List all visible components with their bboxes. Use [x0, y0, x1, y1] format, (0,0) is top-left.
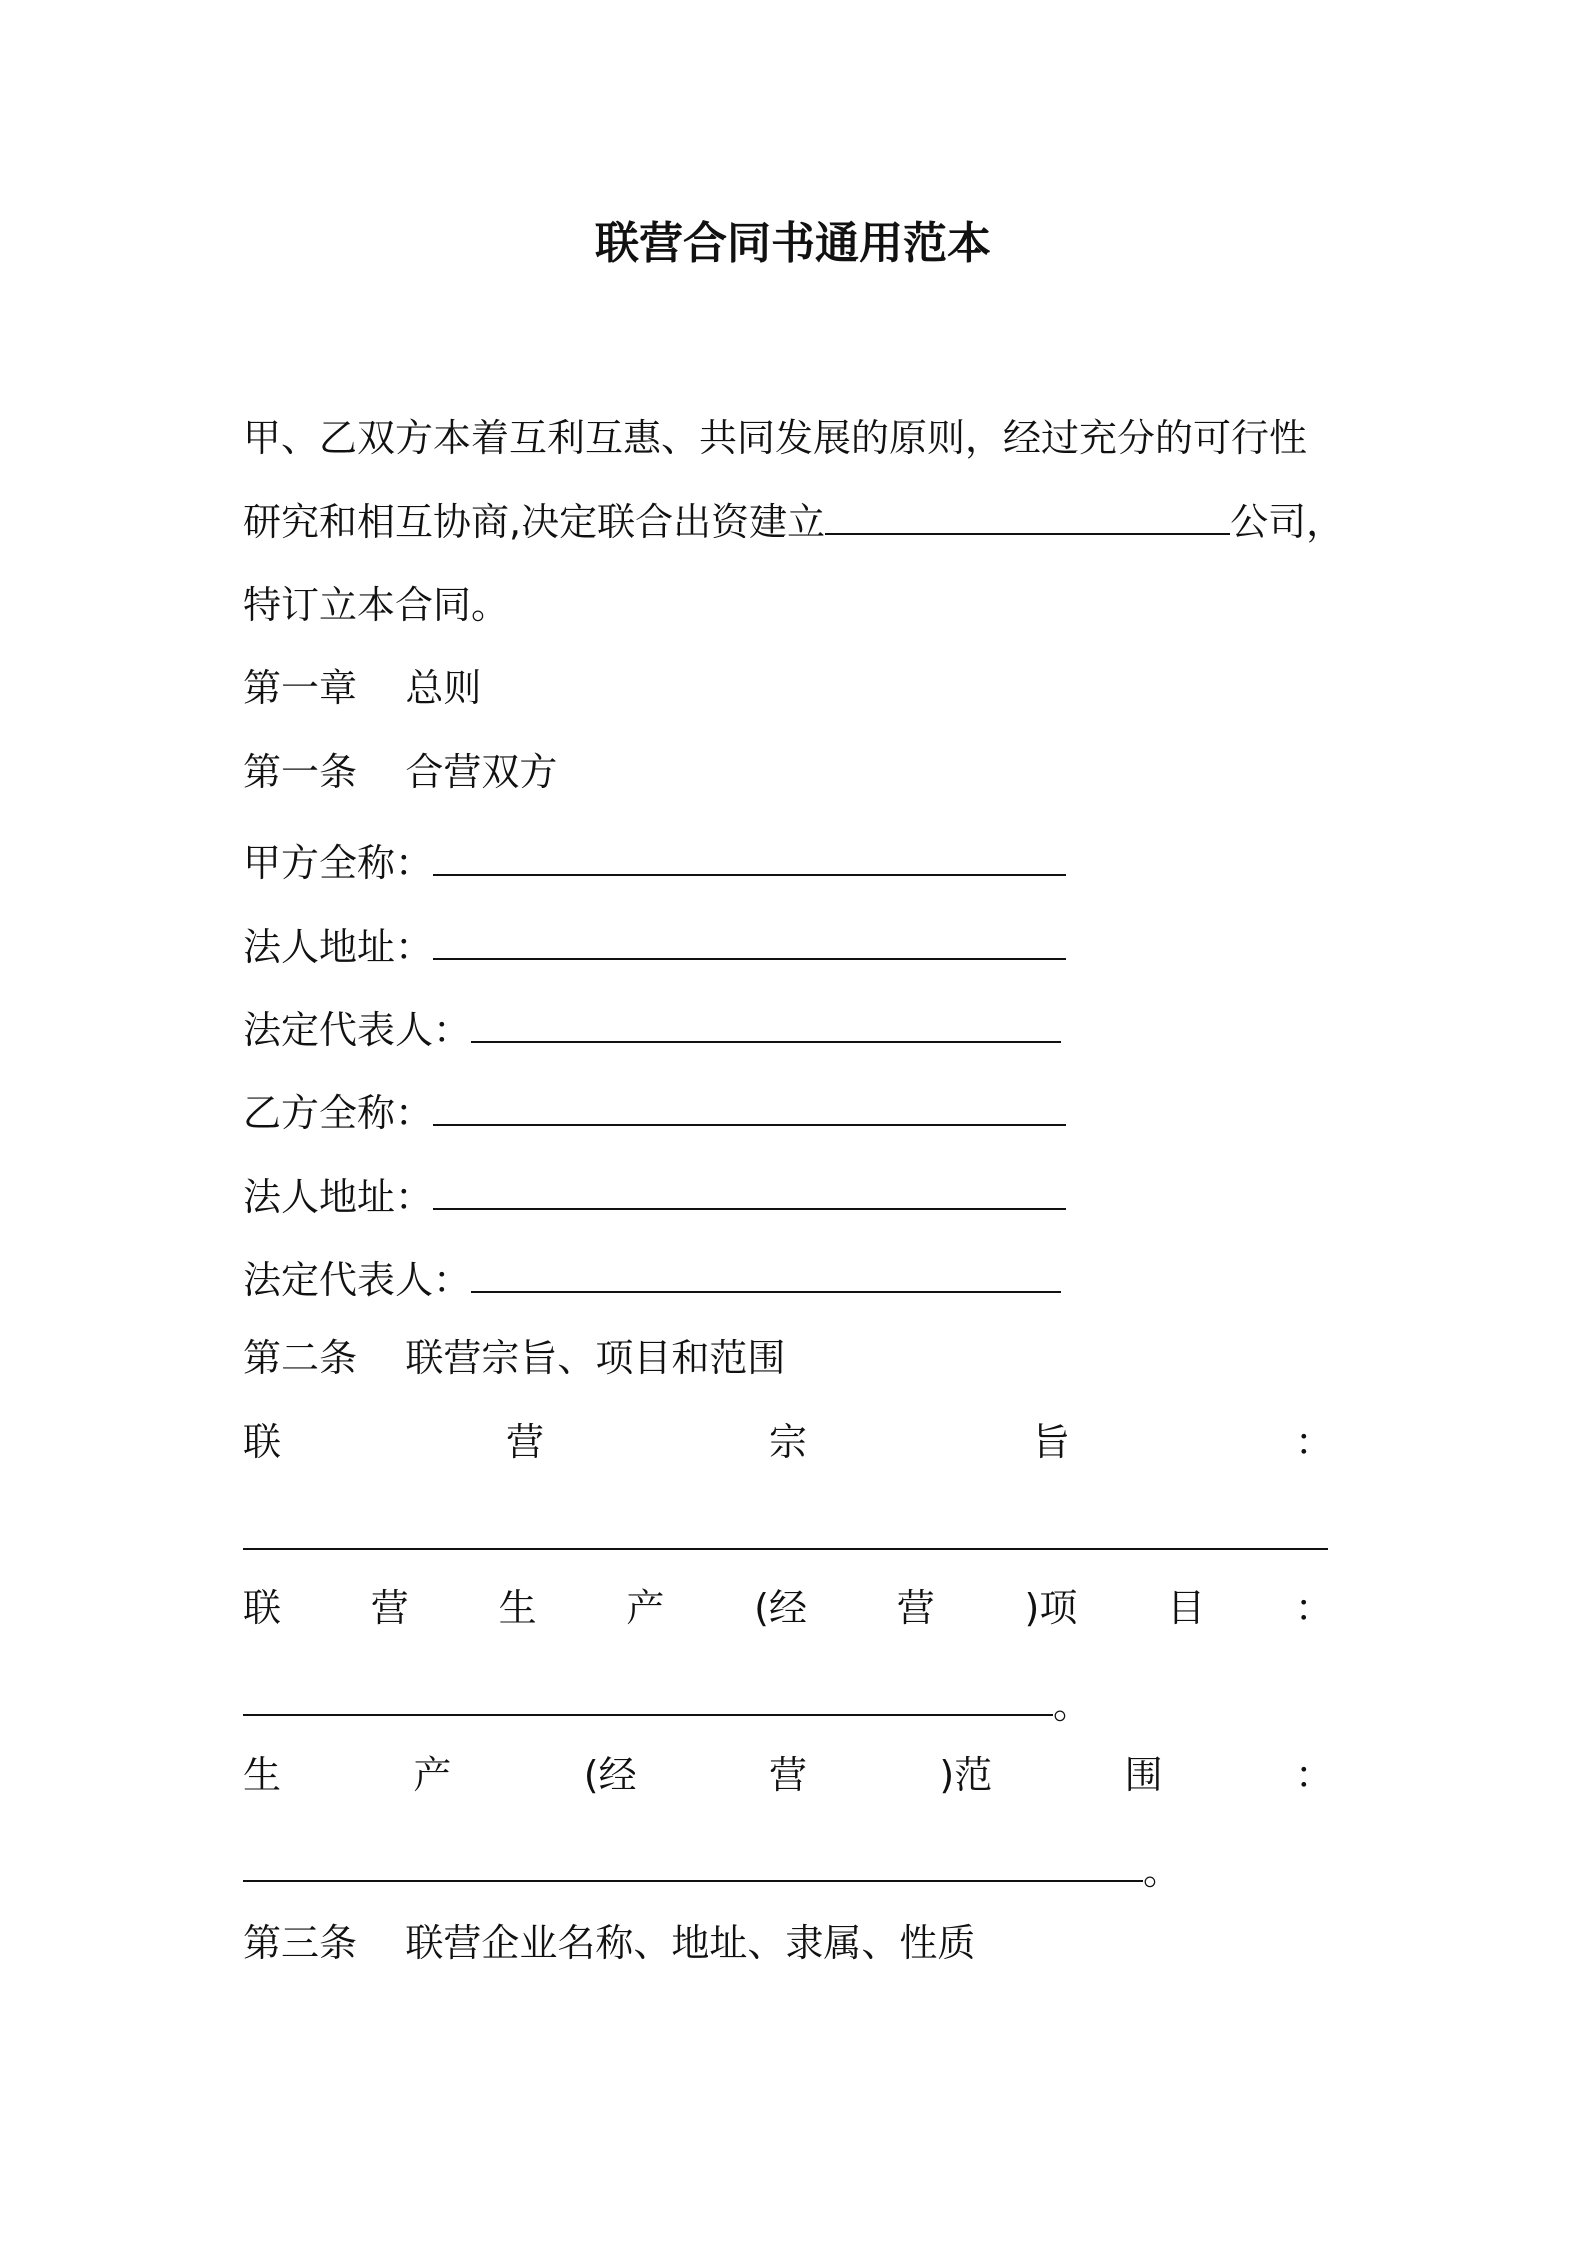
intro-line-3: 特订立本合同。: [243, 583, 510, 627]
scope-char: 产: [413, 1753, 452, 1797]
purpose-char: 旨: [1031, 1420, 1070, 1464]
project-blank[interactable]: [243, 1714, 1053, 1716]
party-a-rep-blank[interactable]: [471, 1007, 1061, 1043]
party-b-name-label: 乙方全称：: [243, 1091, 434, 1135]
intro-line-2: [243, 497, 1344, 547]
purpose-char: ：: [1294, 1420, 1333, 1464]
project-end-mark: 。: [1053, 1683, 1092, 1727]
intro-line-1: 甲、乙双方本着互利互惠、共同发展的原则，经过充分的可行性: [243, 416, 1308, 460]
project-char: 目: [1167, 1586, 1206, 1630]
party-b-rep-label: 法定代表人：: [243, 1258, 472, 1302]
scope-row: [243, 1750, 1333, 1800]
party-a-name-label: 甲方全称：: [243, 841, 434, 885]
party-a-name-blank[interactable]: [433, 840, 1066, 876]
scope-blank[interactable]: [243, 1880, 1143, 1882]
article-3-heading: 第三条 联营企业名称、地址、隶属、性质: [243, 1921, 976, 1965]
party-b-address-blank[interactable]: [433, 1174, 1066, 1210]
project-char: 联: [243, 1586, 282, 1630]
project-row: [243, 1583, 1333, 1633]
project-char: 营: [896, 1586, 935, 1630]
purpose-char: 宗: [768, 1420, 807, 1464]
purpose-char: 联: [243, 1420, 282, 1464]
party-a-address-blank[interactable]: [433, 924, 1066, 960]
party-b-address-row: [243, 1172, 1066, 1222]
project-char: 生: [498, 1586, 537, 1630]
project-char: 营: [370, 1586, 409, 1630]
party-a-name-row: [243, 838, 1066, 888]
scope-char: )范: [939, 1753, 993, 1797]
party-b-name-blank[interactable]: [433, 1090, 1066, 1126]
article-2-heading: 第二条 联营宗旨、项目和范围: [243, 1336, 786, 1380]
company-name-blank[interactable]: [825, 499, 1230, 535]
project-char: ：: [1294, 1586, 1333, 1630]
project-char: 产: [626, 1586, 665, 1630]
party-b-address-label: 法人地址：: [243, 1175, 434, 1219]
party-a-address-label: 法人地址：: [243, 925, 434, 969]
purpose-row: [243, 1417, 1333, 1467]
scope-char: ：: [1294, 1753, 1333, 1797]
project-char: (经: [754, 1586, 807, 1630]
purpose-blank[interactable]: [243, 1548, 1328, 1550]
article-1-heading: 第一条 合营双方: [243, 750, 558, 794]
document-title: 联营合同书通用范本: [595, 218, 991, 269]
chapter-1-heading: 第一章 总则: [243, 666, 482, 710]
intro-line-2-suffix: 公司，: [1230, 500, 1345, 544]
scope-end-mark: 。: [1143, 1849, 1182, 1893]
party-a-rep-label: 法定代表人：: [243, 1008, 472, 1052]
party-b-rep-blank[interactable]: [471, 1257, 1061, 1293]
purpose-char: 营: [505, 1420, 544, 1464]
scope-char: (经: [583, 1753, 637, 1797]
scope-char: 围: [1124, 1753, 1163, 1797]
scope-char: 营: [768, 1753, 807, 1797]
party-b-rep-row: [243, 1255, 1061, 1305]
party-a-rep-row: [243, 1005, 1061, 1055]
intro-line-2-prefix: 研究和相互协商,决定联合出资建立: [243, 500, 826, 544]
party-b-name-row: [243, 1088, 1066, 1138]
project-char: )项: [1024, 1586, 1078, 1630]
party-a-address-row: [243, 922, 1066, 972]
scope-char: 生: [243, 1753, 282, 1797]
